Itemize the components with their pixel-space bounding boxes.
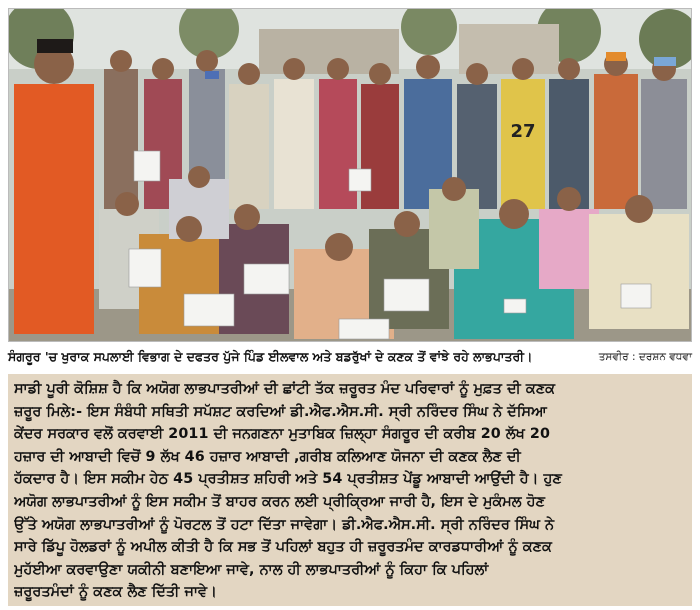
article-line: ਕੇਂਦਰ ਸਰਕਾਰ ਵਲੋਂ ਕਰਵਾਈ 2011 ਦੀ ਜਨਗਣਨਾ ਮੁਤਾਬਿਕ ਜ਼ਿਲ੍ਹਾ ਸੰਗਰੂਰ ਦੀ ਕਰੀਬ 20 ਲੱਖ 20 <box>14 426 551 443</box>
group-photo-illustration <box>9 9 692 342</box>
article-line: ਹਜ਼ਾਰ ਦੀ ਆਬਾਦੀ ਵਿਚੋਂ 9 ਲੱਖ 46 ਹਜ਼ਾਰ ਆਬਾਦੀ ,ਗਰੀਬ ਕਲਿਆਣ ਯੋਜਨਾ ਦੀ ਕਣਕ ਲੈਣ ਦੀ <box>14 448 521 465</box>
photo-credit: ਤਸਵੀਰ : ਦਰਸ਼ਨ ਵਧਵਾ <box>598 350 692 363</box>
article-line: ਅਯੋਗ ਲਾਭਪਾਤਰੀਆਂ ਨੂੰ ਇਸ ਸਕੀਮ ਤੋਂ ਬਾਹਰ ਕਰਨ ਲਈ ਪ੍ਰੀਕ੍ਰਿਆ ਜਾਰੀ ਹੈ, ਇਸ ਦੇ ਮੁਕੰਮਲ ਹੋਣ <box>14 493 545 510</box>
article-line: ਸਾਰੇ ਡਿੱਪੂ ਹੋਲਡਰਾਂ ਨੂੰ ਅਪੀਲ ਕੀਤੀ ਹੈ ਕਿ ਸਭ ਤੋਂ ਪਹਿਲਾਂ ਬਹੁਤ ਹੀ ਜ਼ਰੂਰਤਮੰਦ ਕਾਰਡਧਾਰੀਆਂ ਨੂੰ ਕਣਕ <box>14 539 552 556</box>
article-line: ਜ਼ਰੂਰ ਮਿਲੇ:- ਇਸ ਸੰਬੰਧੀ ਸਥਿਤੀ ਸਪੱਸ਼ਟ ਕਰਦਿਆਂ ਡੀ.ਐਫ.ਐਸ.ਸੀ. ਸ੍ਰੀ ਨਰਿੰਦਰ ਸਿੰਘ ਨੇ ਦੱਸਿਆ <box>14 403 547 420</box>
article-line: ਸਾਡੀ ਪੂਰੀ ਕੋਸ਼ਿਸ਼ ਹੈ ਕਿ ਅਯੋਗ ਲਾਭਪਾਤਰੀਆਂ ਦੀ ਛਾਂਟੀ ਤੱਕ ਜ਼ਰੂਰਤ ਮੰਦ ਪਰਿਵਾਰਾਂ ਨੂੰ ਮੁਫ਼ਤ ਦੀ ਕਣਕ <box>14 381 556 397</box>
photo-caption-row <box>8 346 692 368</box>
article-line: ਹੱਕਦਾਰ ਹੈ। ਇਸ ਸਕੀਮ ਹੇਠ 45 ਪ੍ਰਤੀਸ਼ਤ ਸ਼ਹਿਰੀ ਅਤੇ 54 ਪ੍ਰਤੀਸ਼ਤ ਪੇਂਡੂ ਆਬਾਦੀ ਆਉਂਦੀ ਹੈ। ਹੁਣ <box>14 471 562 488</box>
article-line: ਜ਼ਰੂਰਤਮੰਦਾਂ ਨੂੰ ਕਣਕ ਲੈਣ ਦਿੱਤੀ ਜਾਵੇ। <box>14 584 217 601</box>
photo-caption: ਸੰਗਰੂਰ 'ਚ ਖੁਰਾਕ ਸਪਲਾਈ ਵਿਭਾਗ ਦੇ ਦਫਤਰ ਪੁੱਜੇ ਪਿੰਡ ਈਲਵਾਲ ਅਤੇ ਬਡਰੁੱਖਾਂ ਦੇ ਕਣਕ ਤੋਂ ਵਾਂਝੇ ਰਹੇ ਲਾਭਪਾਤਰੀ। <box>8 349 533 364</box>
article-body <box>8 374 692 606</box>
article-line: ਉੱਤੇ ਅਯੋਗ ਲਾਭਪਾਤਰੀਆਂ ਨੂੰ ਪੋਰਟਲ ਤੋਂ ਹਟਾ ਦਿੱਤਾ ਜਾਵੇਗਾ। ਡੀ.ਐਫ.ਐਸ.ਸੀ. ਸ੍ਰੀ ਨਰਿੰਦਰ ਸਿੰਘ ਨੇ <box>14 516 554 533</box>
jersey-number: 27 <box>510 121 536 142</box>
news-photo <box>8 8 692 342</box>
article-line: ਮੁਹੱਈਆ ਕਰਵਾਉਣਾ ਯਕੀਨੀ ਬਣਾਇਆ ਜਾਵੇ, ਨਾਲ ਹੀ ਲਾਭਪਾਤਰੀਆਂ ਨੂੰ ਕਿਹਾ ਕਿ ਪਹਿਲਾਂ <box>14 561 489 578</box>
